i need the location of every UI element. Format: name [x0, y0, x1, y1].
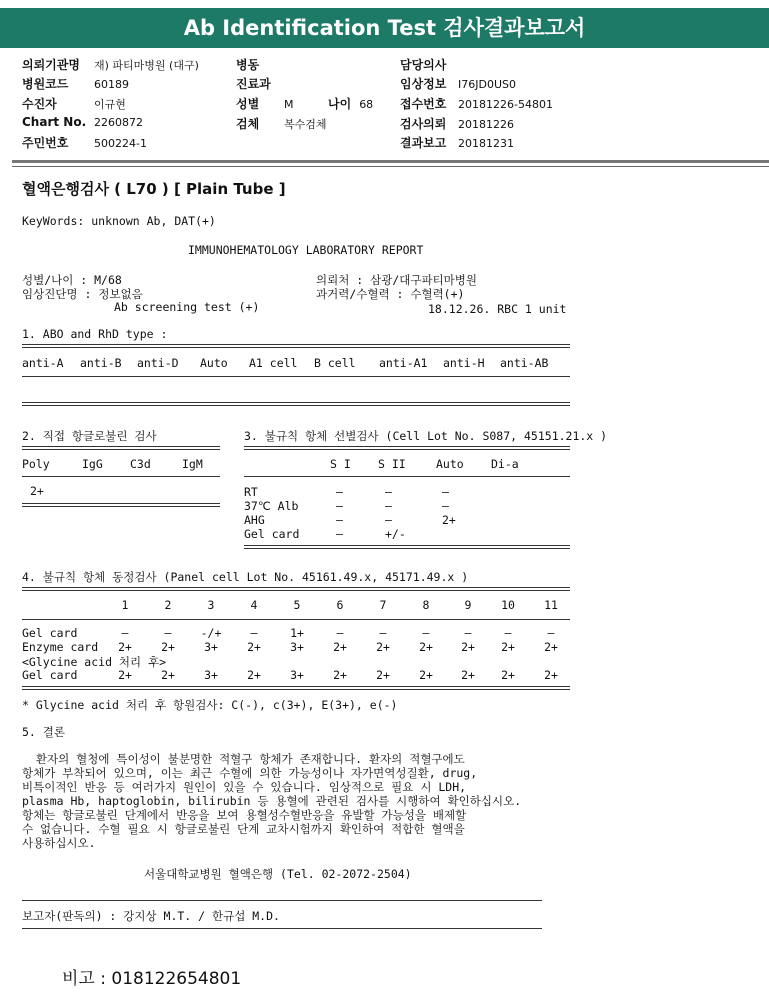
header-divider-top: [12, 160, 769, 163]
transfusion-history: 과거력/수혈력 : 수혈력(+): [316, 287, 465, 301]
screen-column-header: S II: [378, 457, 406, 471]
header-field-label: 병원코드: [22, 77, 69, 91]
header-field-label: 결과보고: [400, 136, 447, 150]
header-field-value: 20181231: [458, 137, 514, 150]
transfusion-history-detail: 18.12.26. RBC 1 unit: [428, 302, 567, 316]
header-field-label: 검사의뢰: [400, 117, 447, 131]
hospital-contact: 서울대학교병원 혈액은행 (Tel. 02-2072-2504): [144, 867, 412, 881]
header-field: [22, 95, 126, 112]
header-field-label: 주민번호: [22, 136, 69, 150]
panel-cell: 1+: [290, 626, 304, 640]
panel-column-header: 10: [501, 598, 515, 612]
panel-column-header: 1: [121, 598, 129, 612]
panel-cell: 3+: [290, 668, 304, 682]
header-field-value: 500224-1: [94, 137, 147, 150]
age-field: [328, 95, 373, 112]
header-field-label: 수진자: [22, 97, 57, 111]
conclusion-line: plasma Hb, haptoglobin, bilirubin 등 용혈에 관련된 검사를 시행하여 확인하십시오.: [22, 794, 522, 808]
header-field: [236, 75, 284, 92]
panel-cell: 2+: [376, 668, 390, 682]
abo-column-header: anti-H: [443, 356, 485, 370]
screen-row-label: RT: [244, 485, 258, 499]
conclusion-line: 항체는 항글로불린 단계에서 반응을 보여 용혈성수혈반응을 유발할 가능성을 배제할: [22, 808, 467, 822]
header-field-value: 20181226: [458, 118, 514, 131]
panel-cell: 2+: [118, 640, 132, 654]
panel-cell: 3+: [204, 668, 218, 682]
header-field-value: 20181226-54801: [458, 98, 553, 111]
panel-cell: 2+: [161, 640, 175, 654]
referrer: 의뢰처 : 삼광/대구파티마병원: [316, 273, 478, 287]
panel-cell: -/+: [200, 626, 222, 640]
dat-rule-bottom: [22, 503, 220, 507]
conclusion-line: 항체가 부착되어 있으며, 이는 최근 수혈에 의한 가능성이나 자가면역성질환, drug,: [22, 766, 478, 780]
abo-column-header: B cell: [314, 356, 356, 370]
header-field: [400, 115, 514, 132]
keywords: KeyWords: unknown Ab, DAT(+): [22, 214, 216, 228]
panel-cell: –: [379, 626, 387, 640]
panel-column-header: 2: [164, 598, 172, 612]
panel-cell: 2+: [419, 668, 433, 682]
panel-cell: 2+: [501, 668, 515, 682]
panel-cell: 2+: [461, 668, 475, 682]
screen-rule-mid: [244, 476, 570, 477]
screen-column-header: Auto: [436, 457, 464, 471]
panel-column-header: 6: [336, 598, 344, 612]
screen-cell: –: [336, 527, 343, 541]
conclusion-line: 수 없습니다. 수혈 필요 시 항글로불린 단계 교차시험까지 확인하여 적합한 혈액을: [22, 822, 465, 836]
screen-rule-bottom: [244, 545, 570, 549]
panel-cell: 3+: [204, 640, 218, 654]
header-field: [22, 115, 143, 129]
header-field-label: 접수번호: [400, 97, 447, 111]
age-label: 나이: [328, 97, 352, 111]
header-field: [236, 95, 294, 112]
header-field: [236, 56, 284, 73]
header-field-label: 성별: [236, 97, 260, 111]
panel-section-title: 4. 불규칙 항체 동정검사 (Panel cell Lot No. 45161.49.x, 45171.49.x ): [22, 570, 469, 584]
abo-rule-bottom: [22, 402, 570, 406]
header-field: [22, 134, 147, 151]
abo-column-header: anti-A: [22, 356, 64, 370]
screen-cell: 2+: [442, 513, 456, 527]
dat-value: 2+: [30, 484, 44, 498]
panel-cell: –: [464, 626, 472, 640]
header-field: [400, 134, 514, 151]
panel-cell: 2+: [333, 668, 347, 682]
header-field: [22, 75, 129, 92]
header-field-label: 의뢰기관명: [22, 58, 80, 72]
signature-rule-bottom: [22, 928, 542, 929]
panel-cell: 2+: [544, 668, 558, 682]
panel-cell: –: [250, 626, 258, 640]
conclusion-line: 사용하십시오.: [22, 836, 96, 850]
glycine-note: * Glycine acid 처리 후 항원검사: C(-), c(3+), E(3+), e(-): [22, 698, 398, 712]
screen-row-label: Gel card: [244, 527, 300, 541]
dat-column-header: IgM: [182, 457, 203, 471]
header-field-value: 60189: [94, 78, 129, 91]
signature-rule-top: [22, 900, 542, 901]
sex-age: 성별/나이 : M/68: [22, 273, 122, 287]
panel-cell: 2+: [544, 640, 558, 654]
abo-column-header: anti-AB: [500, 356, 549, 370]
section-title: 혈액은행검사 ( L70 ) [ Plain Tube ]: [22, 180, 286, 198]
panel-cell: 2+: [419, 640, 433, 654]
header-field-label: 임상정보: [400, 77, 447, 91]
screen-rule-top: [244, 446, 570, 450]
header-field: [400, 56, 458, 73]
report-banner-title: Ab Identification Test 검사결과보고서: [0, 8, 769, 48]
header-field-value: 재) 파티마병원 (대구): [94, 59, 199, 72]
header-field-label: 병동: [236, 58, 260, 72]
header-field: [400, 75, 516, 92]
panel-cell: 2+: [333, 640, 347, 654]
screen-section-title: 3. 불규칙 항체 선별검사 (Cell Lot No. S087, 45151.21.x ): [244, 429, 608, 443]
reporter: 보고자(판독의) : 강지상 M.T. / 한규섭 M.D.: [22, 909, 280, 923]
panel-cell: 2+: [247, 640, 261, 654]
panel-cell: –: [336, 626, 344, 640]
dat-section-title: 2. 직접 항글로불린 검사: [22, 429, 157, 443]
conclusion-title: 5. 결론: [22, 725, 65, 739]
panel-column-header: 7: [379, 598, 387, 612]
dat-rule-mid: [22, 476, 220, 477]
screen-cell: –: [336, 513, 343, 527]
age-value: 68: [359, 98, 374, 111]
lab-report-title: IMMUNOHEMATOLOGY LABORATORY REPORT: [188, 243, 424, 257]
screen-cell: –: [442, 485, 449, 499]
panel-column-header: 5: [293, 598, 301, 612]
header-divider-bottom: [12, 166, 769, 167]
panel-rule-mid: [22, 619, 570, 620]
header-field-value: 2260872: [94, 116, 143, 129]
panel-cell: –: [504, 626, 512, 640]
diagnosis: 임상진단명 : 정보없음: [22, 287, 143, 301]
screen-cell: –: [385, 499, 392, 513]
panel-cell: 3+: [290, 640, 304, 654]
dat-rule-top: [22, 446, 220, 450]
remark-footer: 비고 : 018122654801: [62, 969, 242, 989]
abo-section-title: 1. ABO and RhD type :: [22, 327, 168, 341]
header-field: [400, 95, 553, 112]
header-field: [236, 115, 327, 132]
dat-column-header: Poly: [22, 457, 50, 471]
header-field-value: 복수검체: [284, 118, 327, 131]
screen-cell: –: [385, 513, 392, 527]
conclusion-line: 비특이적인 반응 등 여러가지 원인이 있을 수 있습니다. 임상적으로 필요 시 LDH,: [22, 780, 467, 794]
screen-cell: –: [336, 499, 343, 513]
panel-row-label: Enzyme card: [22, 640, 99, 654]
panel-cell: –: [547, 626, 555, 640]
screen-cell: –: [385, 485, 392, 499]
dat-column-header: C3d: [130, 457, 151, 471]
panel-cell: –: [422, 626, 430, 640]
panel-column-header: 9: [464, 598, 472, 612]
panel-cell: –: [164, 626, 172, 640]
header-field-value: I76JD0US0: [458, 78, 516, 91]
panel-cell: –: [121, 626, 129, 640]
screen-column-header: Di-a: [491, 457, 519, 471]
screening-result: Ab screening test (+): [114, 300, 260, 314]
screen-row-label: 37℃ Alb: [244, 499, 299, 513]
screen-cell: –: [336, 485, 343, 499]
abo-column-header: anti-D: [137, 356, 179, 370]
header-field-value: 이규현: [94, 98, 126, 111]
abo-column-header: anti-A1: [379, 356, 428, 370]
header-field-label: Chart No.: [22, 115, 87, 129]
panel-cell: 2+: [461, 640, 475, 654]
header-field-label: 검체: [236, 117, 260, 131]
panel-rule-top: [22, 587, 570, 591]
abo-column-header: A1 cell: [249, 356, 298, 370]
dat-column-header: IgG: [82, 457, 103, 471]
panel-cell: 2+: [501, 640, 515, 654]
panel-cell: 2+: [118, 668, 132, 682]
abo-column-header: Auto: [200, 356, 228, 370]
panel-column-header: 3: [207, 598, 215, 612]
header-field-value: M: [284, 98, 294, 111]
screen-cell: +/-: [385, 527, 406, 541]
abo-rule-top: [22, 344, 570, 348]
panel-column-header: 8: [422, 598, 430, 612]
panel-cell: 2+: [161, 668, 175, 682]
conclusion-line: 환자의 혈청에 특이성이 불분명한 적혈구 항체가 존재합니다. 환자의 적혈구에도: [22, 752, 465, 766]
header-field-label: 진료과: [236, 77, 271, 91]
screen-row-label: AHG: [244, 513, 265, 527]
abo-column-header: anti-B: [80, 356, 122, 370]
panel-row-label: <Glycine acid 처리 후>: [22, 655, 167, 669]
panel-row-label: Gel card: [22, 626, 78, 640]
panel-cell: 2+: [376, 640, 390, 654]
header-field: [22, 56, 199, 73]
panel-rule-bottom: [22, 686, 570, 690]
screen-column-header: S I: [330, 457, 351, 471]
panel-column-header: 11: [544, 598, 558, 612]
header-field-label: 담당의사: [400, 58, 447, 72]
panel-cell: 2+: [247, 668, 261, 682]
screen-cell: –: [442, 499, 449, 513]
abo-rule-mid: [22, 376, 570, 377]
panel-row-label: Gel card: [22, 668, 78, 682]
panel-column-header: 4: [250, 598, 258, 612]
